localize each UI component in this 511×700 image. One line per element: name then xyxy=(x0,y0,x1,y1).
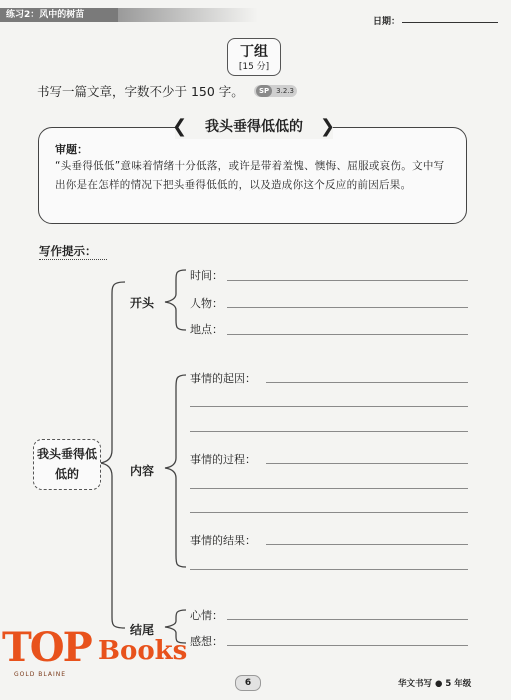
date-label: 日期： xyxy=(373,17,401,27)
branch-ending-label: 结尾 xyxy=(130,623,155,637)
branch-content-label: 内容 xyxy=(130,464,155,478)
title-left-chevron-icon: ❮ xyxy=(172,116,188,137)
leaf-result-line-1[interactable] xyxy=(266,544,468,545)
writing-tips-label: 写作提示： xyxy=(39,244,97,258)
leaf-result-label: 事情的结果： xyxy=(190,534,256,547)
branch-opening-label: 开头 xyxy=(130,296,155,310)
sp-code: 3.2.3 xyxy=(276,87,294,95)
leaf-people-label: 人物： xyxy=(190,297,223,310)
leaf-process-line-2[interactable] xyxy=(190,488,468,489)
leaf-time-label: 时间： xyxy=(190,269,223,282)
leaf-result-line-2[interactable] xyxy=(190,569,468,570)
leaf-cause-line-1[interactable] xyxy=(266,382,468,383)
leaf-cause-line-3[interactable] xyxy=(190,431,468,432)
group-points: [15 分] xyxy=(238,62,270,72)
leaf-reflection-line[interactable] xyxy=(227,645,468,646)
page-number: 6 xyxy=(235,675,261,691)
title-right-chevron-icon: ❯ xyxy=(320,116,336,137)
mindmap-center-label: 我头垂得低低的 xyxy=(36,447,97,481)
leaf-reflection-label: 感想： xyxy=(190,635,223,648)
topic-analysis-label: 审题： xyxy=(55,143,88,156)
leaf-process-line-3[interactable] xyxy=(190,512,468,513)
exercise-title: 练习2：风中的树苗 xyxy=(6,10,85,20)
watermark-top: TOP xyxy=(2,624,91,671)
watermark-brand: GOLD BLAINE xyxy=(14,671,66,678)
sp-label: SP xyxy=(256,85,272,97)
topic-title: 我头垂得低低的 xyxy=(205,119,303,135)
leaf-place-line[interactable] xyxy=(227,334,468,335)
book-label: 华文书写 ● 5 年级 xyxy=(398,679,472,689)
leaf-cause-line-2[interactable] xyxy=(190,406,468,407)
leaf-process-line-1[interactable] xyxy=(266,463,468,464)
instruction-text: 书写一篇文章，字数不少于 150 字。 xyxy=(37,84,244,99)
topic-analysis-text: “头垂得低低”意味着情绪十分低落，或许是带着羞愧、懊悔、屈服或哀伤。文中写出你是在怎样的情况下把头垂得低低的，以及造成你这个反应的前因后果。 xyxy=(55,160,445,191)
leaf-people-line[interactable] xyxy=(227,307,468,308)
watermark-books: Books xyxy=(98,636,188,666)
leaf-place-label: 地点： xyxy=(190,323,223,336)
leaf-feeling-label: 心情： xyxy=(190,609,223,622)
leaf-time-line[interactable] xyxy=(227,280,468,281)
leaf-feeling-line[interactable] xyxy=(227,619,468,620)
leaf-cause-label: 事情的起因： xyxy=(190,372,256,385)
leaf-process-label: 事情的过程： xyxy=(190,453,256,466)
group-title: 丁组 xyxy=(240,44,268,60)
